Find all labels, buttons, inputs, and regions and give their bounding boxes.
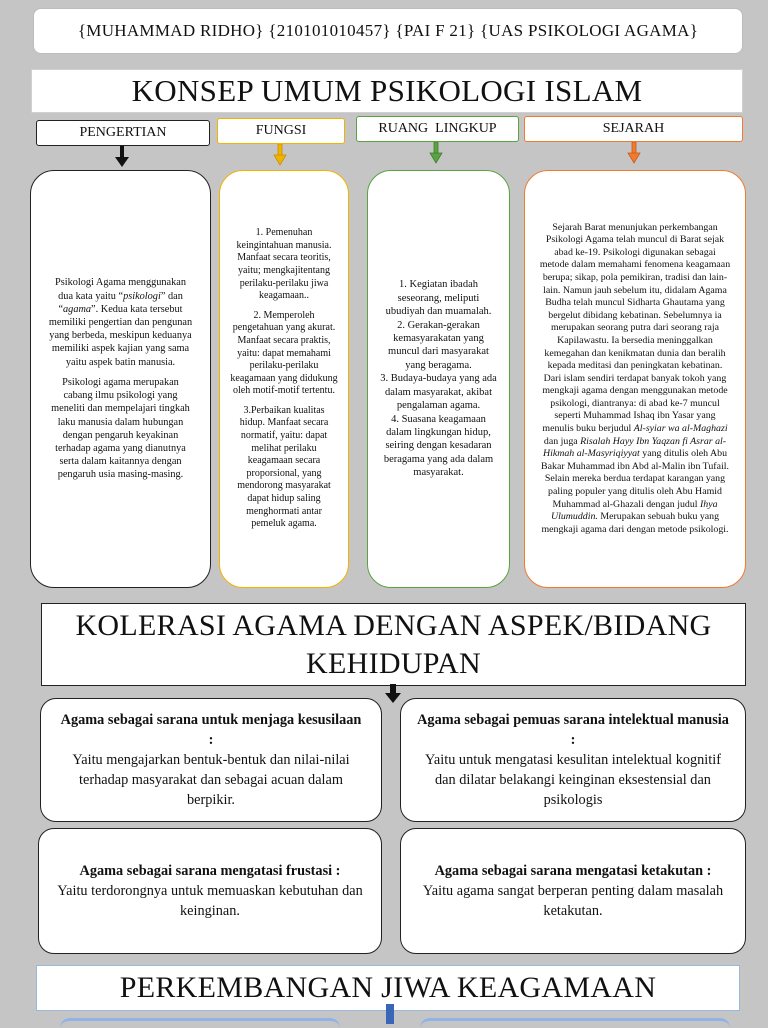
tab-fungsi-label: FUNGSI [255, 123, 307, 138]
korelasi-title [41, 603, 746, 686]
ruang-lingkup-item: 4. Suasana keagamaan dalam lingkungan hidup, seiring dengan kesadaran beragama yang ada dalam masyarakat. [383, 413, 494, 479]
aspect-card-intelektual [400, 698, 746, 822]
arrow-down-icon [273, 144, 287, 166]
tab-sejarah [524, 116, 743, 142]
tab-fungsi [217, 118, 345, 144]
aspect-heading: Agama sebagai sarana mengatasi frustasi : [79, 863, 341, 879]
aspect-heading: Agama sebagai sarana untuk menjaga kesusilaan : [60, 712, 362, 748]
aspect-body: Yaitu terdorongnya untuk memuaskan kebutuhan dan keinginan. [57, 883, 363, 919]
arrow-down-icon [384, 684, 402, 706]
ruang-lingkup-item: 1. Kegiatan ibadah seseorang, meliputi ubudiyah dan muamalah. [385, 279, 492, 318]
ruang-lingkup-item: 3. Budaya-budaya yang ada dalam masyarakat, akibat pengalaman agama. [380, 373, 497, 412]
fungsi-card [219, 170, 349, 588]
fungsi-item: 3.Perbaikan kualitas hidup. Manfaat secara normatif, yaitu: dapat melihat perilaku keagamaan secara proporsional, yang mendorong masyarakat dapat hidup saling menghormati antar pemeluk agama. [237, 404, 331, 530]
aspect-body: Yaitu agama sangat berperan penting dalam masalah ketakutan. [422, 883, 724, 919]
ruang-lingkup-item: 2. Gerakan-gerakan kemasyarakatan yang muncul dari masyarakat yang beragama. [388, 319, 489, 371]
connector-bar [386, 1004, 394, 1024]
tab-ruang-lingkup [356, 116, 519, 142]
tab-sejarah-label: SEJARAH [602, 121, 665, 136]
pengertian-paragraph-2: Psikologi agama merupakan cabang ilmu psikologi yang meneliti dan mempelajari tingkah laku manusia dalam hubungan dengan pengaruh keyakinan terhadap agama yang dianutnya serta dalam kaitannya dengan pengaruh usia masing-masing. [51, 376, 190, 481]
arrow-down-icon [429, 142, 443, 164]
arrow-down-icon [114, 146, 130, 168]
sejarah-card [524, 170, 746, 588]
aspect-card-frustasi [38, 828, 382, 954]
aspect-heading: Agama sebagai pemuas sarana intelektual manusia : [417, 712, 729, 748]
aspect-card-kesusilaan [40, 698, 382, 822]
fungsi-item: 2. Memperoleh pengetahuan yang akurat. Manfaat secara praktis, yaitu: dapat memahami perilaku-perilaku keagamaan yang didukung oleh motif-motif tertentu. [230, 309, 338, 397]
aspect-body: Yaitu mengajarkan bentuk-bentuk dan nilai-nilai terhadap masyarakat dan sebagai acuan dalam berpikir. [72, 752, 350, 808]
ruang-lingkup-card [367, 170, 510, 588]
pengertian-card [30, 170, 211, 588]
next-card-edge [420, 1018, 730, 1028]
perkembangan-title-text: PERKEMBANGAN JIWA KEAGAMAAN [119, 971, 657, 1004]
tab-pengertian-label: PENGERTIAN [79, 125, 167, 140]
fungsi-item: 1. Pemenuhan keingintahuan manusia. Manfaat secara teoritis, yaitu; mengkajitentang perilaku-perilaku jiwa keagamaan.. [236, 227, 332, 302]
main-title-text: KONSEP UMUM PSIKOLOGI ISLAM [131, 73, 643, 108]
pengertian-paragraph-1: Psikologi Agama menggunakan dua kata yaitu “psikologi” dan “agama”. Kedua kata tersebut memiliki pengertian dan pengunan yang berbeda, meskipun keduanya memiliki aspek kajian yang sama yaitu aspek batin manusia. [48, 277, 193, 368]
main-title [31, 69, 743, 113]
next-card-edge [60, 1018, 340, 1028]
aspect-body: Yaitu untuk mengatasi kesulitan intelektual kognitif dan dilatar belakangi keinginan eksestensial dan psikologis [425, 752, 721, 808]
arrow-down-icon [627, 142, 641, 164]
sejarah-text: Sejarah Barat menunjukan perkembangan Psikologi Agama telah muncul di Barat sejak abad ke-19. Psikologi digunakan sebagai metode dalam memahami fenomena keagamaan berupa; sikap, pola pemikiran, tradisi dan lain-lain. Namun jauh sebelum itu, didalam Agama Budha telah muncul Sidharta Ghautama yang bergelut dibidang kebatinan. Sebelumnya ia merupakan seorang putra dari seorang raja Kapilawastu. Ia bersedia meninggalkan kemegahan dan kenikmatan dunia dan beralih kepada meditasi dan peningkatan kebatinan. Dari islam sendiri terdapat banyak tokoh yang mengkaji agama dengan menggunakan metode psikologi, diantranya: di abad ke-7 muncul seperti Muhammad Ishaq ibn Yasar yang menulis buku berjudul Al-syiar wa al-Maghazi dan juga Risalah Hayy Ibn Yaqzan fi Asrar al-Hikmah al-Masyriqiyyat yang ditulis oleh Abu Bakar Muhammad ibn Abd al-Malin ibn Tufail. Selain mereka berdua terdapat karangan yang paling populer yang ditulis oleh Abu Hamid Muhammad al-Ghazali dengan judul Ihya Ulumuddin. Merupakan sebuah buku yang mengkaji agama dari dengan metode psikologi. [539, 221, 731, 535]
student-header [33, 8, 743, 54]
header-text: {MUHAMMAD RIDHO} {210101010457} {PAI F 21} {UAS PSIKOLOGI AGAMA} [77, 21, 699, 40]
tab-pengertian [36, 120, 210, 146]
korelasi-title-text: KOLERASI AGAMA DENGAN ASPEK/BIDANG KEHIDUPAN [75, 608, 712, 680]
aspect-card-ketakutan [400, 828, 746, 954]
aspect-heading: Agama sebagai sarana mengatasi ketakutan : [434, 863, 712, 879]
tab-ruang-lingkup-label: RUANG LINGKUP [378, 121, 497, 136]
